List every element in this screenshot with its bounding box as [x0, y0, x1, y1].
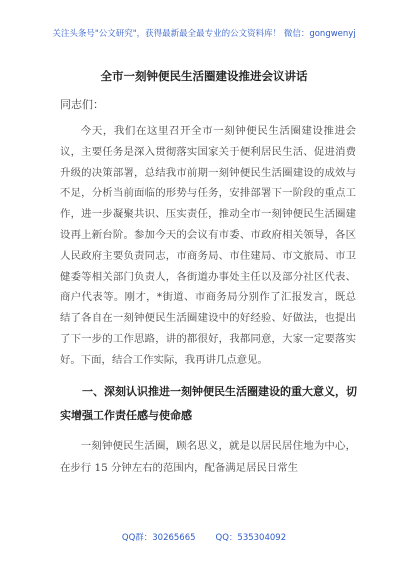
section-heading-1: 一、深刻认识推进一刻钟便民生活圈建设的重大意义，切实增强工作责任感与使命感	[60, 385, 357, 422]
footer-contact-bar	[0, 531, 408, 543]
footer-qq-group[interactable]: QQ群：30265665	[121, 533, 196, 543]
document-title: 全市一刻钟便民生活圈建设推进会议讲话	[100, 69, 308, 83]
paragraph-section-1: 一刻钟便民生活圈，顾名思义，就是以居民居住地为中心，在步行 15 分钟左右的范围内，配备满足居民日常生	[60, 440, 356, 474]
header-promo-banner[interactable]: 关注头条号"公文研究"，获得最新最全最专业的公文资料库！ 微信：gongwenyj	[52, 29, 356, 39]
paragraph-intro: 今天，我们在这里召开全市一刻钟便民生活圈建设推进会议，主要任务是深入贯彻落实国家关于便利居民生活、促进消费升级的决策部署，总结我市前期一刻钟便民生活圈建设的成效与不足，分析当前面临的形势与任务，安排部署下一阶段的重点工作，进一步凝聚共识、压实责任，推动全市一刻钟便民生活圈建设再上新台阶。参加今天的会议有市委、市政府相关领导，各区人民政府主要负责同志，市商务局、市住建局、市文旅局、市卫健委等相关部门负责人，各街道办事处主任以及部分社区代表、商户代表等。刚才，*街道、市商务局分别作了汇报发言，既总结了各自在一刻钟便民生活圈建设中的好经验、好做法，也提出了下一步的工作思路，讲的都很好，我都同意，大家一定要落实好。下面，结合工作实际，我再讲几点意见。	[60, 125, 356, 366]
footer-qq-contact[interactable]: QQ：535304092	[215, 533, 287, 543]
salutation: 同志们：	[60, 98, 104, 111]
